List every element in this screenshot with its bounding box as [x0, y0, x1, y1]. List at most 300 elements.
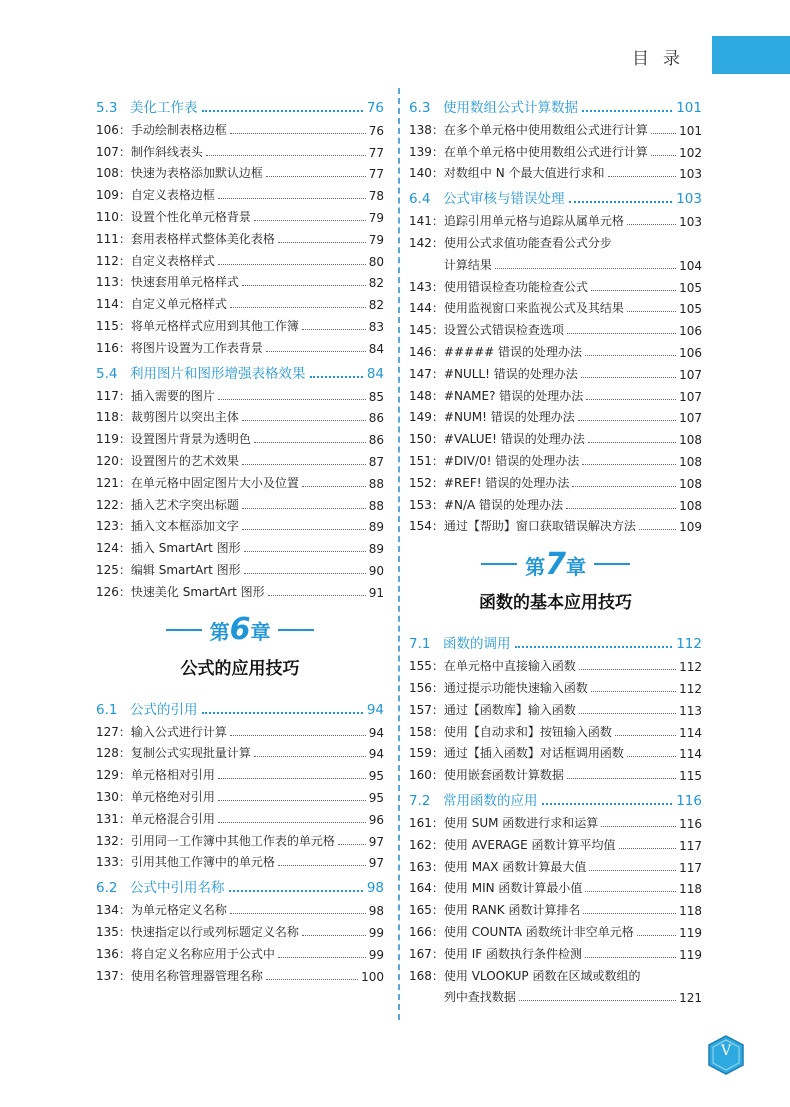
entry-page: 105 — [679, 302, 702, 317]
entry-page: 97 — [368, 856, 384, 871]
toc-entry — [96, 849, 384, 871]
entry-title: 输入公式进行计算 — [130, 724, 227, 739]
toc-entry — [409, 316, 702, 338]
entry-title: 自定义单元格样式 — [130, 297, 227, 312]
entry-number: 134： — [96, 903, 131, 918]
entry-number: 165： — [409, 903, 444, 918]
chapter-rule-left — [481, 563, 517, 565]
entry-title: 编辑 SmartArt 图形 — [130, 562, 241, 577]
entry-page: 88 — [368, 498, 384, 513]
entry-number: 140： — [409, 166, 444, 181]
entry-number: 131： — [96, 811, 131, 826]
entry-title: 单元格相对引用 — [130, 768, 215, 783]
dot-leader — [582, 110, 672, 112]
toc-entry — [96, 918, 384, 940]
toc-entry — [409, 940, 702, 962]
entry-title: 使用监视窗口来监视公式及其结果 — [443, 301, 624, 316]
entry-page: 83 — [368, 319, 384, 334]
entry-number: 138： — [409, 122, 444, 137]
toc-entry — [96, 225, 384, 247]
entry-page: 95 — [368, 790, 384, 805]
entry-page: 77 — [368, 145, 384, 160]
entry-number: 107： — [96, 144, 131, 159]
entry-page: 112 — [679, 660, 702, 675]
chapter-rule-right — [594, 563, 630, 565]
entry-title: 使用嵌套函数计算数据 — [443, 768, 564, 783]
toc-entry — [96, 513, 384, 535]
entry-page: 104 — [679, 258, 702, 273]
entry-page: 113 — [679, 703, 702, 718]
entry-title: 将自定义名称应用于公式中 — [130, 946, 275, 961]
dot-leader — [627, 756, 676, 757]
entry-title: #N/A 错误的处理办法 — [443, 497, 564, 512]
entry-title: 设置公式错误检查选项 — [443, 323, 564, 338]
entry-title: 使用 VLOOKUP 函数在区域或数组的 — [443, 968, 641, 983]
entry-title: 复制公式实现批量计算 — [130, 746, 251, 761]
entry-number: 143： — [409, 279, 444, 294]
toc-entry — [409, 674, 702, 696]
entry-title: 设置图片背景为透明色 — [130, 432, 251, 447]
entry-title: 公式审核与错误处理 — [443, 191, 565, 208]
toc-entry — [96, 404, 384, 426]
dot-leader — [242, 508, 366, 509]
entry-number: 126： — [96, 584, 131, 599]
toc-entry — [96, 290, 384, 312]
toc-right-column — [409, 90, 702, 1005]
entry-number: 130： — [96, 789, 131, 804]
toc-entry — [409, 718, 702, 740]
entry-number: 167： — [409, 946, 444, 961]
column-divider — [398, 88, 400, 1020]
entry-page: 108 — [679, 433, 702, 448]
entry-page: 89 — [368, 542, 384, 557]
toc-entry — [409, 360, 702, 382]
entry-number: 122： — [96, 497, 131, 512]
entry-title: 美化工作表 — [130, 100, 198, 116]
entry-title: 单元格绝对引用 — [130, 789, 215, 804]
toc-entry — [409, 404, 702, 426]
entry-page: 82 — [368, 298, 384, 313]
entry-title: 制作斜线表头 — [130, 144, 203, 159]
entry-title: 对数组中 N 个最大值进行求和 — [443, 166, 605, 181]
entry-title: #NAME? 错误的处理办法 — [443, 388, 584, 403]
entry-number: 145： — [409, 323, 444, 338]
toc-section-heading — [409, 181, 702, 207]
entry-page: 84 — [368, 341, 384, 356]
chapter-heading — [409, 534, 702, 626]
entry-title: 使用 IF 函数执行条件检测 — [443, 946, 582, 961]
entry-page: 79 — [368, 210, 384, 225]
entry-page: 80 — [368, 254, 384, 269]
dot-leader — [591, 290, 676, 291]
entry-page: 118 — [679, 904, 702, 919]
entry-page: 99 — [368, 925, 384, 940]
entry-number: 139： — [409, 144, 444, 159]
entry-number: 166： — [409, 924, 444, 939]
entry-title: 使用 RANK 函数计算排名 — [443, 903, 581, 918]
entry-title: 快速套用单元格样式 — [130, 275, 239, 290]
dot-leader — [585, 891, 676, 892]
entry-number: 111： — [96, 231, 131, 246]
entry-page: 117 — [679, 860, 702, 875]
entry-page: 87 — [368, 454, 384, 469]
toc-entry — [409, 761, 702, 783]
entry-page: 97 — [368, 834, 384, 849]
toc-section-heading — [409, 783, 702, 809]
entry-page: 103 — [676, 191, 702, 208]
toc-entry — [409, 740, 702, 762]
entry-title: 设置图片的艺术效果 — [130, 453, 239, 468]
chapter-label — [525, 547, 586, 582]
entry-number: 108： — [96, 166, 131, 181]
entry-number: 144： — [409, 301, 444, 316]
page-header-title: 目录 — [632, 49, 694, 69]
chapter-number: 7 — [545, 546, 566, 582]
entry-title: 使用【自动求和】按钮输入函数 — [443, 724, 612, 739]
entry-number: 156： — [409, 680, 444, 695]
entry-number: 155： — [409, 659, 444, 674]
dot-leader — [229, 890, 363, 892]
entry-number: 120： — [96, 453, 131, 468]
dot-leader — [579, 713, 676, 714]
dot-leader — [591, 691, 676, 692]
entry-title: 插入需要的图片 — [130, 388, 215, 403]
entry-number: 133： — [96, 855, 131, 870]
entry-title: 将图片设置为工作表背景 — [130, 340, 263, 355]
entry-title: 插入艺术字突出标题 — [130, 497, 239, 512]
toc-section-heading — [409, 626, 702, 652]
entry-page: 99 — [368, 947, 384, 962]
dot-leader — [244, 551, 366, 552]
dot-leader — [218, 822, 366, 823]
toc-entry — [96, 534, 384, 556]
entry-title: 使用错误检查功能检查公式 — [443, 279, 588, 294]
entry-title: 计算结果 — [443, 257, 492, 272]
entry-page: 96 — [368, 812, 384, 827]
entry-page: 95 — [368, 769, 384, 784]
dot-leader — [567, 778, 676, 779]
entry-number: 163： — [409, 859, 444, 874]
dot-leader — [566, 508, 676, 509]
dot-leader — [242, 464, 366, 465]
entry-number: 113： — [96, 275, 131, 290]
entry-number: 150： — [409, 432, 444, 447]
toc-entry — [409, 273, 702, 295]
toc-entry — [409, 251, 702, 273]
dot-leader — [278, 957, 366, 958]
entry-title: #NUM! 错误的处理办法 — [443, 410, 575, 425]
entry-title: #VALUE! 错误的处理办法 — [443, 432, 585, 447]
toc-entry — [96, 138, 384, 160]
page-number-badge — [705, 1034, 747, 1076]
entry-page: 77 — [368, 167, 384, 182]
dot-leader — [266, 979, 358, 980]
entry-title: #NULL! 错误的处理办法 — [443, 366, 578, 381]
entry-page: 116 — [679, 816, 702, 831]
toc-entry — [409, 116, 702, 138]
entry-number: 117： — [96, 388, 131, 403]
entry-title: 套用表格样式整体美化表格 — [130, 231, 275, 246]
entry-title: 追踪引用单元格与追踪从属单元格 — [443, 214, 624, 229]
entry-number: 137： — [96, 968, 131, 983]
chapter-rule-left — [166, 629, 202, 631]
entry-number: 114： — [96, 297, 131, 312]
toc-entry — [96, 827, 384, 849]
entry-title: #REF! 错误的处理办法 — [443, 475, 570, 490]
toc-entry — [409, 491, 702, 513]
toc-entry — [96, 382, 384, 404]
entry-title: 列中查找数据 — [443, 990, 516, 1005]
entry-title: 在单元格中固定图片大小及位置 — [130, 475, 299, 490]
toc-entry — [96, 962, 384, 984]
toc-entry — [409, 652, 702, 674]
toc-entry — [409, 896, 702, 918]
dot-leader — [244, 573, 366, 574]
entry-number: 6.1 — [96, 701, 118, 718]
entry-title: 单元格混合引用 — [130, 811, 215, 826]
entry-title: 使用公式求值功能查看公式分步 — [443, 235, 612, 250]
dot-leader — [302, 486, 366, 487]
entry-page: 101 — [679, 123, 702, 138]
entry-title: 将单元格样式应用到其他工作簿 — [130, 318, 299, 333]
entry-page: 76 — [366, 100, 384, 116]
dot-leader — [495, 268, 676, 269]
dot-leader — [585, 957, 676, 958]
entry-title: 设置个性化单元格背景 — [130, 209, 251, 224]
entry-page: 107 — [679, 389, 702, 404]
entry-page: 98 — [368, 904, 384, 919]
entry-title: 使用 MIN 函数计算最小值 — [443, 881, 583, 896]
entry-title: 自定义表格边框 — [130, 188, 215, 203]
entry-title: 引用其他工作簿中的单元格 — [130, 855, 275, 870]
entry-page: 88 — [368, 476, 384, 491]
dot-leader — [615, 735, 676, 736]
entry-page: 105 — [679, 280, 702, 295]
entry-number: 128： — [96, 746, 131, 761]
dot-leader — [268, 595, 366, 596]
toc-entry — [96, 556, 384, 578]
entry-number: 127： — [96, 724, 131, 739]
entry-number: 115： — [96, 318, 131, 333]
entry-title: 使用 MAX 函数计算最大值 — [443, 859, 587, 874]
entry-number: 159： — [409, 746, 444, 761]
entry-number: 162： — [409, 837, 444, 852]
toc-section-heading — [96, 870, 384, 896]
entry-page: 94 — [368, 725, 384, 740]
toc-section-heading — [409, 90, 702, 116]
toc-entry — [96, 312, 384, 334]
entry-number: 146： — [409, 344, 444, 359]
entry-page: 119 — [679, 947, 702, 962]
dot-leader — [651, 155, 676, 156]
entry-title: 快速美化 SmartArt 图形 — [130, 584, 265, 599]
chapter-heading — [96, 600, 384, 692]
entry-page: 112 — [676, 636, 702, 653]
header-accent-block — [712, 36, 790, 74]
dot-leader — [578, 420, 676, 421]
dot-leader — [579, 669, 676, 670]
entry-page: 103 — [679, 215, 702, 230]
toc-entry — [96, 469, 384, 491]
dot-leader — [572, 486, 676, 487]
dot-leader — [242, 285, 366, 286]
entry-page: 116 — [676, 793, 702, 810]
toc-entry — [96, 896, 384, 918]
toc-entry — [96, 181, 384, 203]
toc-entry — [409, 853, 702, 875]
entry-page: 114 — [679, 747, 702, 762]
entry-number: 125： — [96, 562, 131, 577]
toc-entry — [409, 382, 702, 404]
toc-entry — [409, 831, 702, 853]
chapter-title: 公式的应用技巧 — [180, 658, 300, 679]
entry-number: 161： — [409, 815, 444, 830]
dot-leader — [519, 1000, 676, 1001]
entry-title: 手动绘制表格边框 — [130, 122, 227, 137]
entry-number: 116： — [96, 340, 131, 355]
entry-title: 为单元格定义名称 — [130, 903, 227, 918]
page-number: V — [720, 1043, 732, 1059]
entry-number: 132： — [96, 833, 131, 848]
entry-title: 插入 SmartArt 图形 — [130, 541, 241, 556]
entry-title: 利用图片和图形增强表格效果 — [130, 365, 306, 382]
dot-leader — [218, 198, 366, 199]
entry-number: 151： — [409, 453, 444, 468]
toc-entry — [409, 469, 702, 491]
entry-title: 使用 AVERAGE 函数计算平均值 — [443, 837, 616, 852]
entry-page: 108 — [679, 454, 702, 469]
entry-number: 123： — [96, 519, 131, 534]
chapter-prefix: 第 — [209, 620, 230, 645]
entry-title: 通过【帮助】窗口获取错误解决方法 — [443, 519, 636, 534]
entry-number: 148： — [409, 388, 444, 403]
entry-page: 117 — [679, 838, 702, 853]
entry-number: 164： — [409, 881, 444, 896]
entry-title: 公式中引用名称 — [130, 880, 225, 897]
entry-title: 使用 COUNTA 函数统计非空单元格 — [443, 924, 634, 939]
entry-page: 108 — [679, 498, 702, 513]
entry-page: 78 — [368, 189, 384, 204]
entry-number: 135： — [96, 924, 131, 939]
toc-entry — [96, 578, 384, 600]
entry-page: 79 — [368, 232, 384, 247]
dot-leader — [310, 376, 363, 378]
entry-page: 106 — [679, 324, 702, 339]
dot-leader — [542, 803, 673, 805]
entry-page: 100 — [361, 969, 384, 984]
dot-leader — [567, 333, 676, 334]
entry-number: 110： — [96, 209, 131, 224]
toc-left-column — [96, 90, 384, 984]
entry-number: 149： — [409, 410, 444, 425]
dot-leader — [202, 712, 363, 714]
entry-title: 自定义表格样式 — [130, 253, 215, 268]
entry-title: 插入文本框添加文字 — [130, 519, 239, 534]
entry-number: 160： — [409, 768, 444, 783]
chapter-suffix: 章 — [250, 620, 271, 645]
entry-number: 6.3 — [409, 100, 431, 116]
dot-leader — [619, 848, 677, 849]
entry-title: 裁剪图片以突出主体 — [130, 410, 239, 425]
toc-entry — [409, 338, 702, 360]
entry-number: 112： — [96, 253, 131, 268]
entry-page: 119 — [679, 925, 702, 940]
entry-page: 112 — [679, 681, 702, 696]
dot-leader — [218, 264, 366, 265]
dot-leader — [338, 844, 366, 845]
dot-leader — [585, 355, 676, 356]
entry-title: 引用同一工作簿中其他工作表的单元格 — [130, 833, 335, 848]
dot-leader — [588, 442, 676, 443]
toc-entry — [96, 447, 384, 469]
entry-page: 101 — [676, 100, 702, 116]
entry-title: 通过【函数库】输入函数 — [443, 702, 576, 717]
dot-leader — [608, 176, 677, 177]
dot-leader — [230, 307, 366, 308]
entry-page: 98 — [366, 880, 384, 897]
toc-entry — [409, 918, 702, 940]
entry-title: 常用函数的应用 — [443, 793, 538, 810]
dot-leader — [230, 133, 366, 134]
toc-entry — [409, 875, 702, 897]
dot-leader — [637, 935, 676, 936]
dot-leader — [230, 913, 366, 914]
entry-number: 147： — [409, 366, 444, 381]
chapter-rule-right — [278, 629, 314, 631]
entry-title: 在单元格中直接输入函数 — [443, 659, 576, 674]
entry-number: 152： — [409, 475, 444, 490]
dot-leader — [589, 870, 676, 871]
entry-title: 在多个单元格中使用数组公式进行计算 — [443, 122, 648, 137]
entry-page: 107 — [679, 411, 702, 426]
dot-leader — [242, 420, 366, 421]
dot-leader — [218, 399, 366, 400]
toc-entry — [96, 334, 384, 356]
toc-entry — [409, 160, 702, 182]
entry-number: 121： — [96, 475, 131, 490]
dot-leader — [206, 155, 366, 156]
dot-leader — [581, 377, 676, 378]
dot-leader — [266, 176, 366, 177]
entry-title: 函数的调用 — [443, 636, 511, 653]
toc-entry — [409, 295, 702, 317]
chapter-suffix: 章 — [565, 554, 586, 579]
toc-section-heading — [96, 692, 384, 718]
dot-leader — [254, 442, 366, 443]
entry-number: 7.2 — [409, 793, 431, 810]
toc-entry — [96, 247, 384, 269]
dot-leader — [218, 800, 366, 801]
dot-leader — [254, 220, 366, 221]
entry-title: 使用数组公式计算数据 — [443, 100, 578, 116]
entry-page: 76 — [368, 123, 384, 138]
dot-leader — [254, 756, 366, 757]
toc-entry — [96, 203, 384, 225]
dot-leader — [218, 778, 366, 779]
dot-leader — [651, 133, 676, 134]
entry-page: 90 — [368, 563, 384, 578]
entry-page: 106 — [679, 345, 702, 360]
entry-number: 5.4 — [96, 365, 118, 382]
toc-entry — [96, 160, 384, 182]
toc-entry — [409, 138, 702, 160]
entry-page: 86 — [368, 433, 384, 448]
entry-number: 142： — [409, 235, 444, 250]
toc-entry — [96, 425, 384, 447]
entry-page: 109 — [679, 520, 702, 535]
entry-number: 6.4 — [409, 191, 431, 208]
entry-number: 157： — [409, 702, 444, 717]
